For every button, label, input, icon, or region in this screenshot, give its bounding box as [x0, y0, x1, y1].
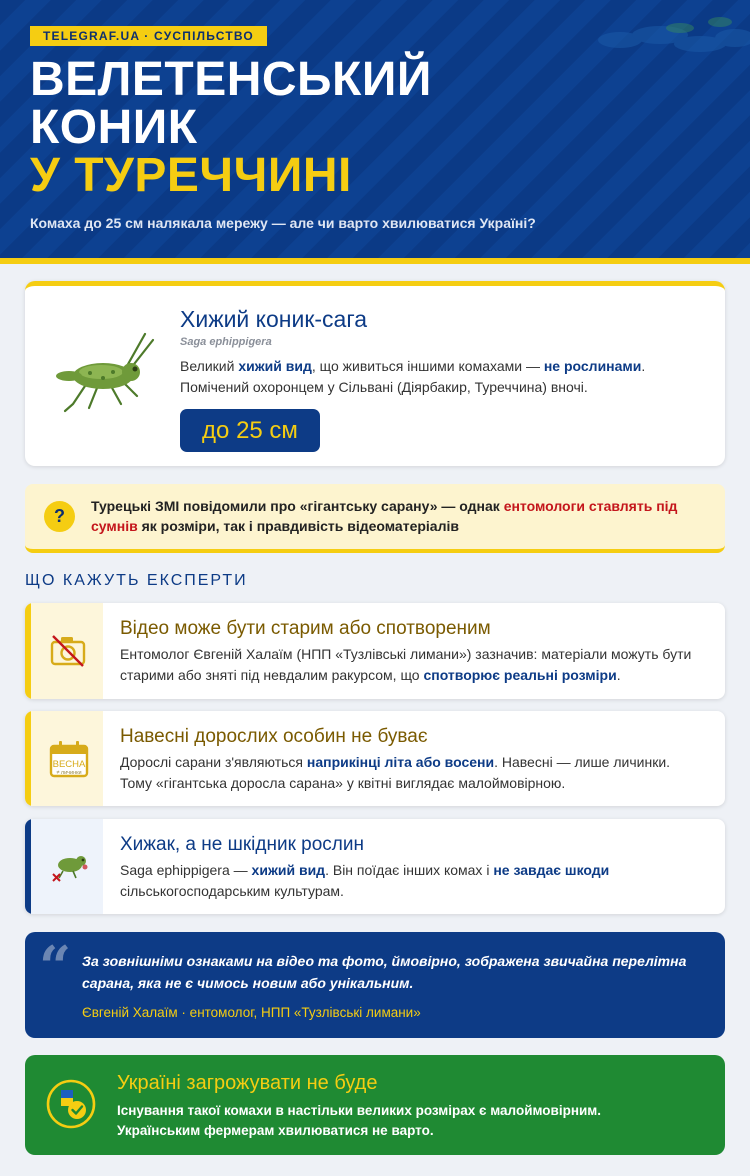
- quote-text: За зовнішніми ознаками на відео та фото, ймовірно, зображена звичайна перелітна сарана, яка не є чимось новим або унікальним.: [82, 953, 687, 991]
- calendar-icon: [49, 740, 89, 778]
- verdict-title: Україні загрожувати не буде: [117, 1072, 378, 1094]
- icon-box: [31, 711, 103, 806]
- species-card: [25, 281, 725, 466]
- title-line-2: КОНИК: [30, 101, 198, 154]
- grasshopper-icon: [45, 326, 165, 426]
- calendar-label: ВЕСНА: [52, 758, 86, 770]
- page-subtitle: Комаха до 25 см налякала мережу — але чи варто хвилюватися Україні?: [30, 215, 536, 231]
- category-tag[interactable]: TELEGRAF.UA · СУСПІЛЬСТВО: [30, 26, 267, 46]
- expert-card-title: Навесні дорослих особин не буває: [120, 726, 428, 747]
- question-icon: ?: [44, 501, 75, 532]
- species-latin-name: Saga ephippigera: [180, 336, 272, 348]
- icon-box: [31, 819, 103, 914]
- verdict-box: [25, 1055, 725, 1155]
- doubt-alert: [25, 484, 725, 553]
- quote-mark-icon: “: [39, 934, 72, 1000]
- title-line-1: ВЕЛЕТЕНСЬКИЙ: [30, 53, 432, 106]
- quote-author: Євгеній Халаїм · ентомолог, НПП «Тузлівські лимани»: [82, 1005, 421, 1020]
- expert-card-text: Ентомолог Євгеній Халаїм (НПП «Тузлівські лимани») зазначив: матеріали можуть бути старими або зняті під невдалим ракурсом, що спотворює реальні розміри.: [120, 646, 692, 683]
- species-description: Великий хижий вид, що живиться іншими комахами — не рослинами. Помічений охоронцем у Сільвані (Діярбакир, Туреччина) вночі.: [180, 358, 646, 395]
- expert-card-text: Дорослі сарани з'являються наприкінці літа або восени. Навесні — лише личинки. Тому «гігантська доросла сарана» у квітні виглядає малоймовірною.: [120, 754, 671, 791]
- expert-card-title: Хижак, а не шкідник рослин: [120, 834, 365, 855]
- expert-card-predator: [25, 819, 725, 914]
- size-badge: до 25 см: [180, 409, 320, 452]
- expert-card-season: [25, 711, 725, 806]
- section-title-experts: ЩО КАЖУТЬ ЕКСПЕРТИ: [25, 572, 248, 589]
- hero-header: [0, 0, 750, 258]
- species-name: Хижий коник-сага: [180, 306, 368, 332]
- expert-quote: [25, 932, 725, 1038]
- page-title: [30, 53, 720, 202]
- calendar-sublabel: ≠ личинки: [56, 769, 82, 776]
- header-divider: [0, 258, 750, 264]
- ukraine-check-icon: [45, 1078, 97, 1130]
- expert-card-title: Відео може бути старим або спотвореним: [120, 618, 491, 639]
- predator-icon: [49, 848, 89, 886]
- verdict-text: Існування такої комахи в настільки великих розмірах є малоймовірним. Українським фермерам хвилюватися не варто.: [117, 1103, 602, 1138]
- alert-text: Турецькі ЗМІ повідомили про «гігантську сарану» — однак ентомологи ставлять під сумнів як розміри, так і правдивість відеоматеріалів: [91, 498, 678, 534]
- expert-card-video: [25, 603, 725, 699]
- title-line-3: У ТУРЕЧЧИНІ: [30, 149, 352, 202]
- no-camera-icon: [49, 632, 87, 670]
- expert-card-text: Saga ephippigera — хижий вид. Він поїдає інших комах і не завдає шкоди сільськогосподарським культурам.: [120, 862, 610, 899]
- icon-box: [31, 603, 103, 699]
